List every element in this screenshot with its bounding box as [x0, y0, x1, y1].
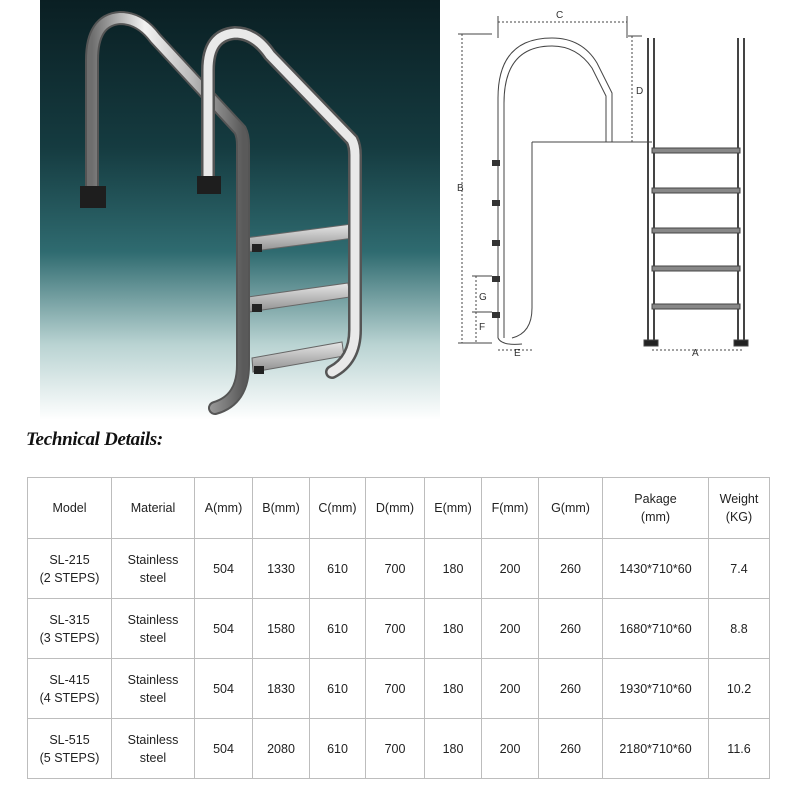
label-f: F	[479, 322, 486, 333]
cell-b: 1580	[253, 599, 310, 659]
header-package: Pakage (mm)	[603, 478, 709, 539]
header-b: B(mm)	[253, 478, 310, 539]
header-g: G(mm)	[539, 478, 603, 539]
cell-model: SL-215 (2 STEPS)	[28, 539, 112, 599]
cell-c: 610	[310, 599, 366, 659]
anchor-base-left	[80, 186, 106, 208]
cell-package: 1680*710*60	[603, 599, 709, 659]
cell-material: Stainless steel	[112, 659, 195, 719]
cell-model: SL-315 (3 STEPS)	[28, 599, 112, 659]
cell-g: 260	[539, 599, 603, 659]
technical-details-table	[27, 477, 770, 779]
front-view	[644, 38, 748, 350]
label-c: C	[556, 10, 564, 21]
cell-e: 180	[425, 599, 482, 659]
cell-package: 1430*710*60	[603, 539, 709, 599]
table-header-row	[28, 478, 770, 539]
cell-d: 700	[366, 599, 425, 659]
label-b: B	[457, 183, 464, 194]
header-material: Material	[112, 478, 195, 539]
label-a: A	[692, 348, 699, 358]
ladder-photo	[40, 0, 440, 420]
cell-c: 610	[310, 719, 366, 779]
cell-package: 1930*710*60	[603, 659, 709, 719]
cell-e: 180	[425, 719, 482, 779]
section-heading: Technical Details:	[26, 429, 163, 450]
header-weight: Weight (KG)	[709, 478, 770, 539]
cell-f: 200	[482, 539, 539, 599]
header-f: F(mm)	[482, 478, 539, 539]
dimension-diagram	[452, 8, 782, 358]
header-c: C(mm)	[310, 478, 366, 539]
cell-f: 200	[482, 659, 539, 719]
cell-material: Stainless steel	[112, 539, 195, 599]
header-a: A(mm)	[195, 478, 253, 539]
label-g: G	[479, 292, 487, 303]
cell-material: Stainless steel	[112, 719, 195, 779]
cell-g: 260	[539, 659, 603, 719]
cell-model: SL-415 (4 STEPS)	[28, 659, 112, 719]
cell-b: 2080	[253, 719, 310, 779]
cell-g: 260	[539, 719, 603, 779]
table-row	[28, 539, 770, 599]
cell-package: 2180*710*60	[603, 719, 709, 779]
side-steps	[492, 160, 500, 318]
ladder-steps	[245, 224, 354, 374]
cell-material: Stainless steel	[112, 599, 195, 659]
table-row	[28, 719, 770, 779]
cell-a: 504	[195, 599, 253, 659]
cell-b: 1330	[253, 539, 310, 599]
cell-b: 1830	[253, 659, 310, 719]
cell-c: 610	[310, 539, 366, 599]
cell-e: 180	[425, 659, 482, 719]
label-e: E	[514, 348, 521, 358]
cell-g: 260	[539, 539, 603, 599]
cell-d: 700	[366, 719, 425, 779]
anchor-base-right	[197, 176, 221, 194]
cell-d: 700	[366, 659, 425, 719]
table-row	[28, 599, 770, 659]
cell-a: 504	[195, 659, 253, 719]
table-row	[28, 659, 770, 719]
header-e: E(mm)	[425, 478, 482, 539]
cell-weight: 10.2	[709, 659, 770, 719]
header-model: Model	[28, 478, 112, 539]
cell-c: 610	[310, 659, 366, 719]
cell-a: 504	[195, 539, 253, 599]
cell-f: 200	[482, 719, 539, 779]
cell-f: 200	[482, 599, 539, 659]
cell-weight: 7.4	[709, 539, 770, 599]
header-d: D(mm)	[366, 478, 425, 539]
cell-d: 700	[366, 539, 425, 599]
label-d: D	[636, 86, 644, 97]
ladder-illustration	[40, 0, 440, 420]
cell-e: 180	[425, 539, 482, 599]
side-rail	[498, 38, 612, 338]
cell-model: SL-515 (5 STEPS)	[28, 719, 112, 779]
cell-weight: 11.6	[709, 719, 770, 779]
cell-weight: 8.8	[709, 599, 770, 659]
cell-a: 504	[195, 719, 253, 779]
